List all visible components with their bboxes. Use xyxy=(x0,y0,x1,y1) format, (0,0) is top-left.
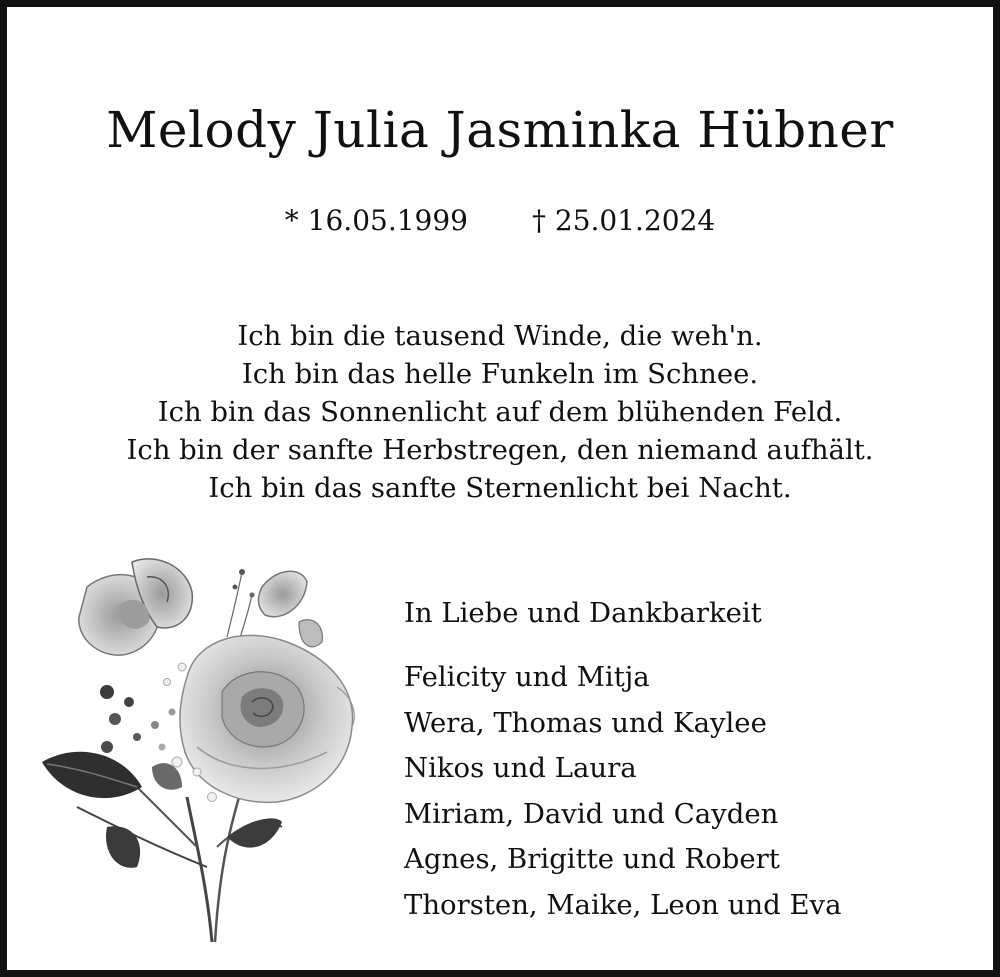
poem-line: Ich bin das Sonnenlicht auf dem blühenden Feld. xyxy=(157,396,843,428)
mourner-line: Thorsten, Maike, Leon und Eva xyxy=(404,888,842,921)
poem-line: Ich bin das helle Funkeln im Schnee. xyxy=(241,358,759,390)
mourner-line: Felicity und Mitja xyxy=(404,661,650,693)
life-dates xyxy=(7,204,993,237)
poem-line: Ich bin die tausend Winde, die weh'n. xyxy=(237,320,763,352)
mourner-line: Nikos und Laura xyxy=(404,752,637,784)
poem-line: Ich bin der sanfte Herbstregen, den niemand aufhält. xyxy=(126,434,874,466)
mourner-line: Agnes, Brigitte und Robert xyxy=(404,843,780,875)
signoff: In Liebe und Dankbarkeit xyxy=(404,597,762,629)
mourner-line: Miriam, David und Cayden xyxy=(404,797,779,830)
roses-bouquet-illustration xyxy=(37,547,367,947)
mourners-list xyxy=(404,655,841,928)
death-date: † 25.01.2024 xyxy=(532,204,716,237)
birth-date: * 16.05.1999 xyxy=(284,204,468,237)
poem-line: Ich bin das sanfte Sternenlicht bei Nacht. xyxy=(208,472,792,504)
deceased-name: Melody Julia Jasminka Hübner xyxy=(106,101,894,159)
poem xyxy=(7,317,993,507)
mourner-line: Wera, Thomas und Kaylee xyxy=(404,706,767,739)
